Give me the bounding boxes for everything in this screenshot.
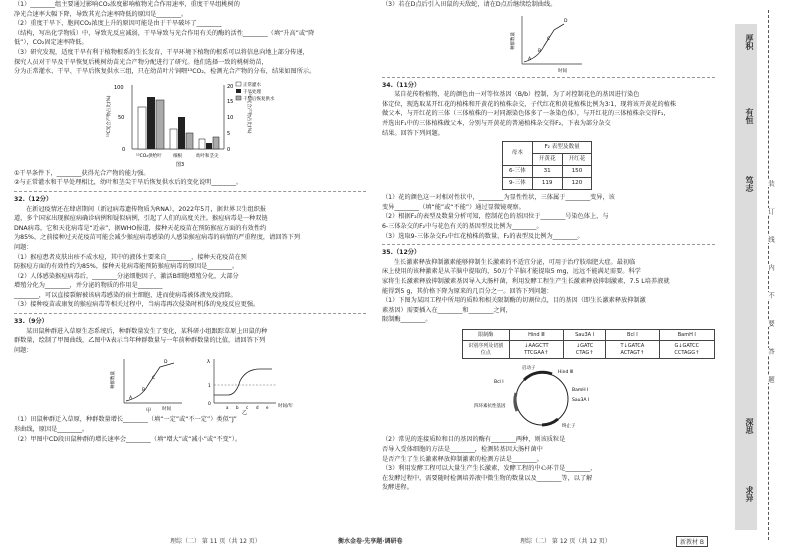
figure-d-plot xyxy=(382,10,682,74)
text-line: （1）田鼠种群迁入草原，种群数量增长________（填“一定”或“不一定”）类似“J” xyxy=(14,416,237,424)
label-bcl1: Bcl Ⅰ xyxy=(494,380,504,386)
sidebar-gray-band xyxy=(735,24,757,530)
question-33-followup xyxy=(14,415,366,444)
yi-curve xyxy=(214,369,272,395)
table-cell: 150 xyxy=(562,166,592,178)
seal-word: 线 xyxy=(762,236,776,243)
text-line: 净光合速率大幅下降，导致其光合速率降低的原因是________。 xyxy=(14,10,188,18)
jia-point-d: D xyxy=(164,360,168,366)
legend-drought: 干旱处理 xyxy=(243,89,261,95)
plasmid-ring xyxy=(516,373,568,425)
text-line: （2）人体感染猴痘病毒后，________分泌细胞因子，激活B细胞增殖分化，大部分 xyxy=(14,272,239,280)
figure-jia xyxy=(109,359,182,414)
table-row xyxy=(503,166,592,178)
sidebar-word-5: 求异 xyxy=(745,486,754,502)
text-line: 生长激素释放抑制激素能够抑制生长激素的不适宜分泌，可用于治疗肢端肥大症。最初临 xyxy=(394,258,636,266)
enzyme-seq: ↓GATC CTAG↑ xyxy=(564,341,606,359)
figures-jia-yi xyxy=(14,355,314,415)
yi-tick-one: 1 xyxy=(208,384,211,390)
text-line: 变异________（填“能”或“不能”）通过显微镜观察。 xyxy=(382,203,525,211)
terminator-segment xyxy=(542,419,558,425)
yi-ylabel: λ xyxy=(207,359,210,366)
text-line: 增殖分化为________，并分泌的物质的作用是________ xyxy=(14,282,163,290)
yi-tick-zero: 0 xyxy=(208,402,211,408)
bar-tip-normal xyxy=(199,139,205,149)
fig3-yr-tick-10: 10 xyxy=(227,114,234,121)
enzyme-seq: G↓GATCC CCTAGG↑ xyxy=(659,341,714,359)
fig3-yr-tick-5: 5 xyxy=(227,130,231,137)
table-cell: 6-三体 xyxy=(503,166,533,178)
text-line: 并选出F₁中的三体植株做父本，分别与开黄花的普通植株杂交得F₂，下表为部分杂交 xyxy=(382,119,611,127)
text-line: 某自花传粉植物，花的颜色由一对等位基因（B/b）控制，为了对控制花色的基因进行染色 xyxy=(394,91,640,99)
table-cell: 119 xyxy=(532,178,562,190)
cross-result-table xyxy=(502,141,592,190)
text-line: 家将生长激素释放抑制激素基因导入大肠杆菌，利用发酵工程生产生长激素释放抑制激素，7.5 L培养液就 xyxy=(382,277,670,285)
bar-tip-recover xyxy=(213,137,219,149)
bar-leaf-recover xyxy=(156,100,164,149)
jia-xlabel: 时间 xyxy=(162,407,171,413)
text-line: 限制酶________。 xyxy=(382,316,432,324)
bar-root-drought xyxy=(178,117,185,149)
fig3-caption: 图3 xyxy=(176,161,185,168)
footer-page-12: 理综（二） 第 12 页（共 12 页） xyxy=(520,538,611,545)
jia-ylabel: 种群数量 xyxy=(111,371,116,390)
d-point-d: D xyxy=(564,18,568,24)
divider xyxy=(382,244,715,245)
text-line: （3）研究发现，适度干旱有利于植物根系的生长发育，干旱环境下植物的根系可以将信息向地上部分传递， xyxy=(14,48,309,56)
fig3-y-left-label: ¹³C光合产物占比(%) xyxy=(107,95,112,137)
divider xyxy=(14,313,366,314)
d-xlabel: 时间 xyxy=(558,68,567,74)
sidebar-word-1: 厚积 xyxy=(745,34,754,50)
question-32-body xyxy=(14,205,366,311)
fig3-cat-2: 幼叶和茎尖 xyxy=(196,153,219,159)
text-line: （2）甲图中CD段田鼠种群的增长速率会________（填“增大”或“减小”或“不变”）。 xyxy=(14,435,242,443)
seal-word: 内 xyxy=(762,264,776,271)
seal-word: 要 xyxy=(762,320,776,327)
table-cell: 9-三体 xyxy=(503,178,533,190)
yi-tick-b: b xyxy=(236,405,239,411)
d-point-b: B xyxy=(538,48,542,54)
table-row xyxy=(503,178,592,190)
yi-xlabel: 时间/年 xyxy=(278,404,294,410)
table-cell: 120 xyxy=(562,178,592,190)
table-sub-red: 开红花 xyxy=(562,154,592,166)
text-line: （1）下图为某因工程中所用的质粒和相关限制酶的切割位点，目的基因（即生长激素释放抑制激 xyxy=(382,297,646,305)
text-line: 床上使用的该种激素是从羊脑中提取的，50万个羊脑才能提取5 mg，远远不能满足需要。科学 xyxy=(382,268,641,276)
text-line: （2）根据F₂的表型及数量分析可知，控制花色的基因位于________号染色体上，与 xyxy=(382,213,609,221)
jia-point-c: C xyxy=(152,376,156,382)
text-line: 问题： xyxy=(14,346,33,354)
label-terminator: 终止子 xyxy=(562,424,576,430)
fig3-yl-tick-0: 0 xyxy=(122,146,126,153)
sidebar-word-3: 笃志 xyxy=(745,176,754,192)
jia-curve xyxy=(126,363,174,401)
right-column xyxy=(382,0,715,493)
text-line: 群数量，绘制了甲图曲线，乙图中λ表示当年种群数量与一年前种群数量的比值，请回答下列 xyxy=(14,337,266,345)
text-line: 6-三体杂交的F₂中与花色有关的基因型及比例为________。 xyxy=(382,222,543,230)
seal-word: 不 xyxy=(762,292,776,299)
tet-resistance-segment xyxy=(515,393,517,411)
seal-word: 订 xyxy=(762,208,776,215)
enzyme-head: 限制酶 xyxy=(463,329,510,341)
text-line: 在发酵过程中，需要随时检测培养液中微生物的数量以及________等，以了解 xyxy=(382,474,593,482)
bar-leaf-normal xyxy=(138,107,146,149)
yi-tick-e: e xyxy=(266,405,269,411)
legend-swatch-drought xyxy=(236,89,241,93)
left-column xyxy=(14,0,366,444)
divider xyxy=(382,77,715,78)
enzyme-seq: ↓AAGCTT TTCGAA↑ xyxy=(509,341,564,359)
footer-badge: 新教材 B xyxy=(676,536,708,547)
yi-tick-c: c xyxy=(246,405,249,411)
seal-word: 装 xyxy=(762,180,776,187)
footer-page-11: 理综（二） 第 11 页（共 12 页） xyxy=(170,538,261,545)
question-32-title: 32.（12分） xyxy=(14,195,53,203)
footer-brand: 衡水金卷·先享题·调研卷 xyxy=(338,538,403,545)
bar-leaf-drought xyxy=(147,97,155,149)
label-tet-gene: 四环素抗性基因 xyxy=(474,404,506,410)
label-promoter: 启动子 xyxy=(522,366,536,372)
promoter-segment xyxy=(524,373,552,381)
fig3-bars xyxy=(138,97,219,149)
d-point-c: C xyxy=(547,36,551,42)
enzyme-row-label: 识别序列及切割位点 xyxy=(463,341,510,359)
seal-word: 题 xyxy=(762,376,776,383)
text-line: （3）接种疫苗或康复的猴痘病毒等相关过程中，当病毒再次侵染时机体的免疫反应更强。 xyxy=(14,301,260,309)
text-line: 能得到5 g，其价格下降为原来的几百分之一。回答下列问题： xyxy=(382,287,553,295)
fig3-cat-0: ¹³CO₂供给叶 xyxy=(136,153,162,159)
label-sau3a1: Sau3A Ⅰ xyxy=(572,398,590,404)
sidebar-word-2: 有恒 xyxy=(745,108,754,124)
question-34-title: 34.（11分） xyxy=(382,81,421,89)
text-line: ①干旱条件下，________获得光合产物的能力强。 xyxy=(14,169,150,177)
text-line: ________，可以直接裂解被该病毒感染的宿主细胞，进而使病毒被体液免疫清除。 xyxy=(14,291,237,299)
jia-point-b: B xyxy=(142,388,146,394)
text-line: 形曲线，原因是________。 xyxy=(14,426,89,434)
fig3-yr-tick-15: 15 xyxy=(227,98,234,105)
text-line: 在新冠疫情还在肆虐期间（新冠病毒遗传物质为RNA），2022年5月，据世界卫生组织报 xyxy=(26,205,267,213)
question-34-followup xyxy=(382,193,715,241)
text-line: 素基因）需要插入在________和________之间， xyxy=(382,306,512,314)
text-line: 结果。回答下列问题。 xyxy=(382,129,444,137)
legend-swatch-normal xyxy=(236,82,241,86)
fig3-y-right-label: ¹³C光合产物占比(%) xyxy=(246,91,251,134)
sidebar-word-4: 深思 xyxy=(745,418,754,434)
table-sub-yellow: 开黄花 xyxy=(532,154,562,166)
text-line: 为85%，之前接种过天花疫苗可能会减少猴痘病毒感染的人感染猴痘病毒的病情的严重程度，请回答下列 xyxy=(14,234,300,242)
question-33-body xyxy=(14,327,366,356)
plasmid-diagram xyxy=(382,361,702,435)
text-line: 探究人员对干旱及干旱恢复后桃树幼苗光合产物分配进行了研究。他们选择一致的桃树幼苗， xyxy=(14,58,268,66)
fig3-yl-tick-50: 50 xyxy=(118,114,125,121)
text-line: DNA病毒，它和天花病毒是“近亲”，据WHO报道，接种天花疫苗在预防猴痘方面的有效性约 xyxy=(14,224,267,232)
text-line: 体定位，现选取某开红花的植株和开黄花的植株杂交，子代红花和黄花植株比例为3∶1，现将该开黄花的植株 xyxy=(382,100,677,108)
seal-line xyxy=(768,10,769,540)
fig3-yl-tick-100: 100 xyxy=(114,84,124,91)
figure-yi xyxy=(207,359,294,416)
text-line: 问题： xyxy=(14,243,33,251)
seal-word: 答 xyxy=(762,348,776,355)
legend-swatch-recover xyxy=(236,96,241,100)
text-line: 道，多个国家出现猴痘病确诊病例和疑似病例，引起了人们的高度关注。猴痘病毒是一种双链 xyxy=(14,215,268,223)
question-34-body xyxy=(382,90,715,138)
text-line: 防猴痘方面的有效性约为85%，接种天花病毒能预防猴痘病毒的原因是________。 xyxy=(14,263,239,271)
table-col-mother: 母本 xyxy=(503,142,533,166)
question-35-title: 35.（12分） xyxy=(382,249,421,257)
text-line: （3）选取9-三体杂交F₂中红花植株的数量，F₂的表型及比例为________。 xyxy=(382,232,584,240)
text-line: 否导入受体细胞的方法是________，检测转基因大肠杆菌中 xyxy=(382,445,543,453)
text-line: （2）常见的连接质粒和目的基因的酶有________两种，则该质粒是 xyxy=(382,436,566,444)
yi-tick-d: d xyxy=(256,405,259,411)
bar-root-normal xyxy=(170,129,177,149)
text-line: （1）________组主要通过影响CO₂浓度影响植物光合作用速率，重度干旱组桃树的 xyxy=(14,1,240,8)
text-line: 低”），CO₂固定速率降低。 xyxy=(14,39,88,47)
yi-tick-a: a xyxy=(226,405,229,411)
bar-root-recover xyxy=(186,133,193,149)
text-line: 分为正常灌水、干旱、干旱后恢复供水三组，只在幼苗叶片饲喂¹³CO₂，检测光合产物的分布，结果如图所示。 xyxy=(14,68,316,76)
enzyme-head: BamH Ⅰ xyxy=(659,329,714,341)
question-33-part3: （3）若在D点后引入田鼠的天敌蛇，请在D点后继续绘制曲线。 xyxy=(382,1,557,8)
label-hind3: Hind Ⅲ xyxy=(558,370,573,376)
fig3-legend xyxy=(236,81,275,102)
question-33-title: 33.（9分） xyxy=(14,318,48,326)
divider xyxy=(14,191,366,192)
label-bamh1: BamH Ⅰ xyxy=(572,388,589,394)
restriction-enzyme-table xyxy=(462,329,715,360)
text-line: 发酵进程。 xyxy=(382,484,413,492)
text-line: （3）利用发酵工程可以大量生产生长激素，发酵工程的中心环节是________， xyxy=(382,465,597,473)
text-line: （2）重度干旱下，胞间CO₂浓度上升的原因可能是由于干旱破坏了________ xyxy=(14,20,222,28)
question-35-body xyxy=(382,258,715,325)
text-line: ②与正常灌水和干旱处理相比，幼叶和茎尖干旱后恢复供水后的变化说明________。 xyxy=(14,179,243,187)
enzyme-head: Bcl Ⅰ xyxy=(606,329,659,341)
d-ylabel: 种群数量 xyxy=(511,31,516,50)
text-line: 是否产生了生长激素释放抑制激素的检测方法是________。 xyxy=(382,455,543,463)
text-line: （1）花的颜色这一对相对性状中，________为显性性状，三体属于________变异，该 xyxy=(382,194,615,202)
question-31-body xyxy=(14,0,366,77)
figure-3-bar-chart xyxy=(14,77,275,169)
fig3-cat-1: 细根 xyxy=(173,153,182,159)
jia-caption: 甲 xyxy=(146,408,152,415)
d-point-a: A xyxy=(528,56,532,62)
legend-recover: 干旱后恢复供水 xyxy=(243,96,275,102)
bar-tip-drought xyxy=(206,143,212,149)
table-cell: 31 xyxy=(532,166,562,178)
question-31-followup xyxy=(14,169,366,188)
table-header-f2: F₂ 表型及数量 xyxy=(532,142,592,154)
enzyme-seq: T↓GATCA ACTAGT↑ xyxy=(606,341,659,359)
text-line: 做父本，与开红花的三体（三体植株的一对同源染色体多了一条染色体），与开红花的三体植株杂交得F₁， xyxy=(382,110,670,118)
enzyme-head: Sau3A Ⅰ xyxy=(564,329,606,341)
text-line: 某田鼠种群进入草原生态系统后，种群数量发生了变化，某科研小组跟踪草原上田鼠的种 xyxy=(26,327,268,335)
text-line: （1）猴痘患者皮肤出疹不成水痘，其中的液体主要来自________，接种天花疫苗在预 xyxy=(14,253,247,261)
enzyme-head: Hind Ⅲ xyxy=(509,329,564,341)
question-35-followup xyxy=(382,435,715,493)
fig3-yr-tick-20: 20 xyxy=(227,83,234,90)
yi-caption: 乙 xyxy=(242,410,248,417)
jia-point-a: A xyxy=(129,396,133,402)
text-line: （结构，写出化学物质）中，导致光反应减弱，干旱导致与光合作用有关的酶的活性________（填“升高”或“降 xyxy=(14,29,315,37)
fig3-yr-tick-0: 0 xyxy=(227,146,231,153)
legend-normal: 正常灌水 xyxy=(243,82,261,88)
